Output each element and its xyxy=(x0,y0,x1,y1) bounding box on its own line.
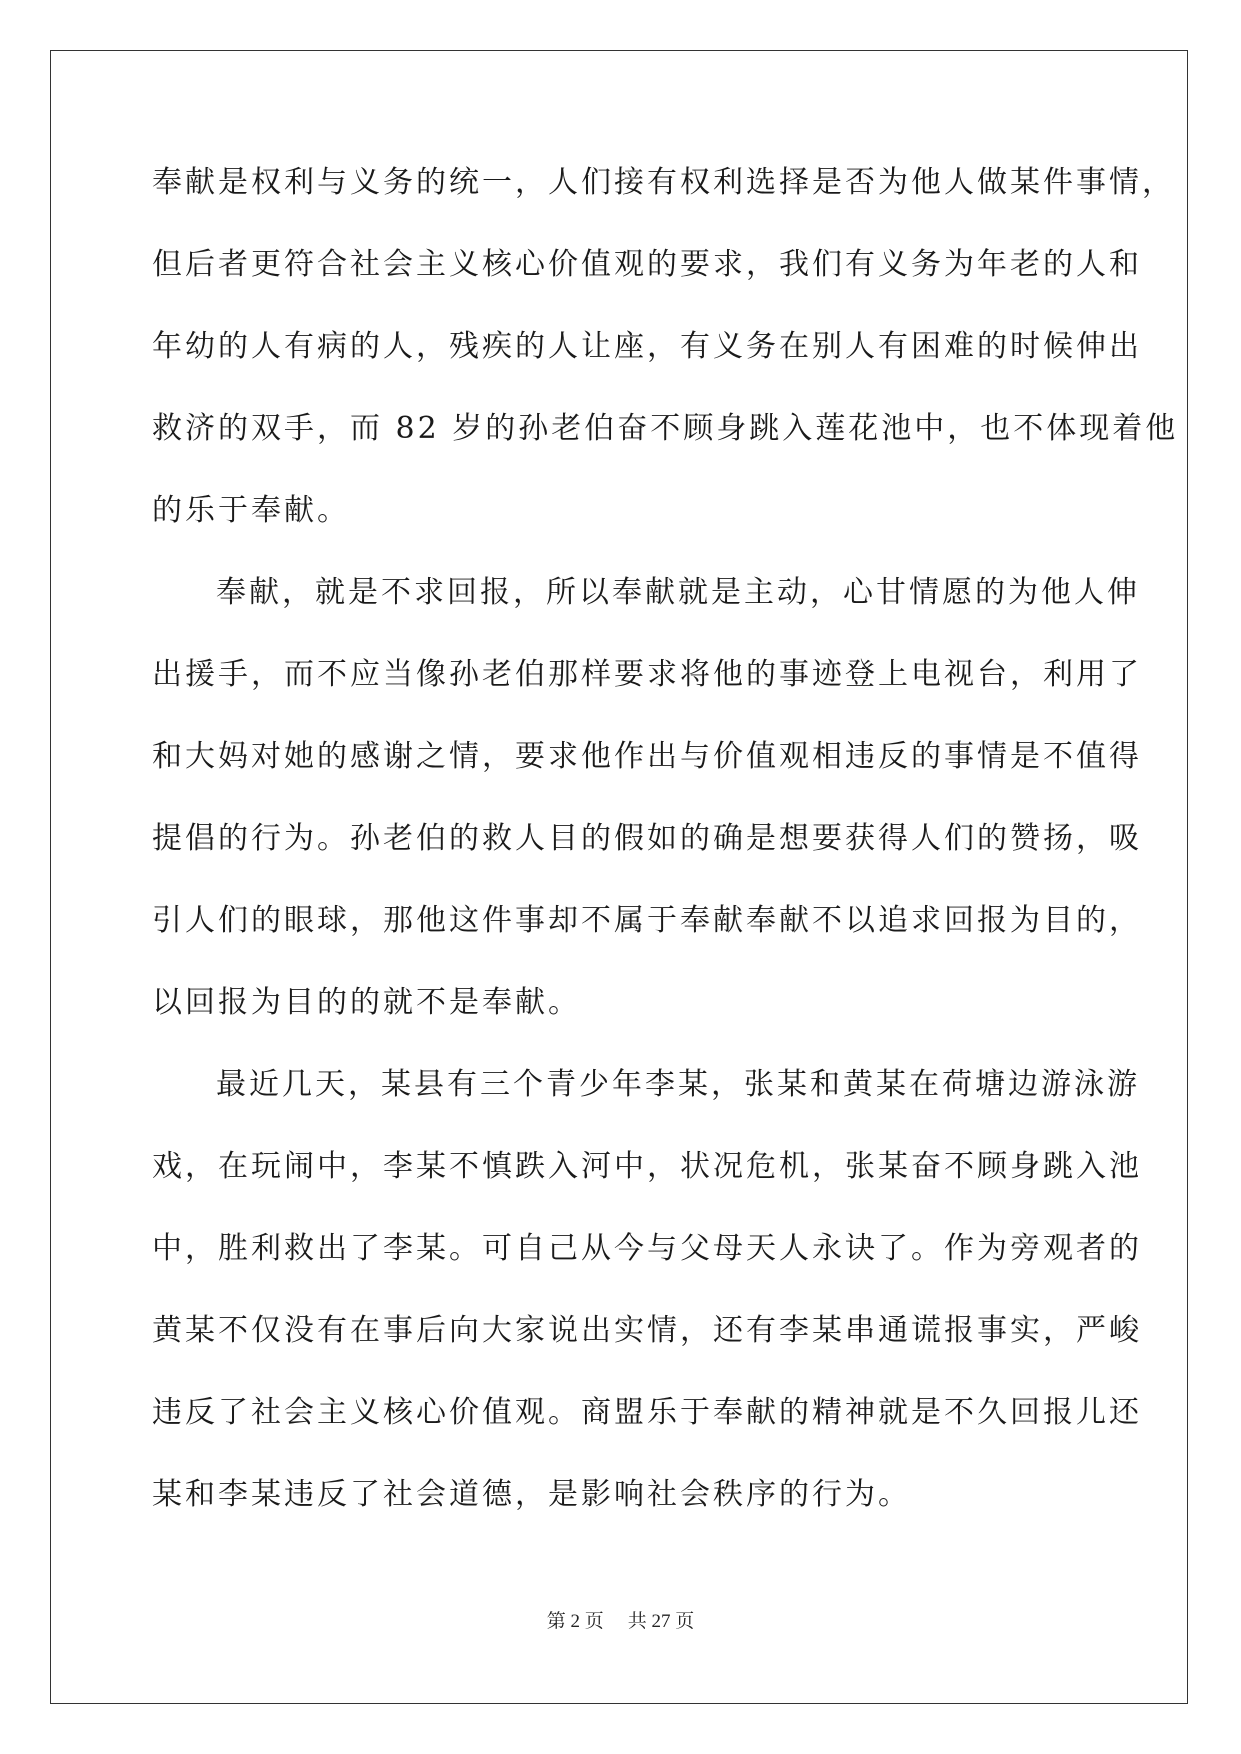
page-number: 第 2 页 xyxy=(546,1611,604,1632)
paragraph-2-line-3: 和大妈对她的感谢之情，要求他作出与价值观相违反的事情是不值得 xyxy=(152,739,1142,774)
paragraph-2-line-4: 提倡的行为。孙老伯的救人目的假如的确是想要获得人们的赞扬，吸 xyxy=(152,821,1142,856)
paragraph-3-line-3: 中，胜利救出了李某。可自己从今与父母天人永诀了。作为旁观者的 xyxy=(152,1231,1142,1266)
paragraph-3-line-1: 最近几天，某县有三个青少年李某，张某和黄某在荷塘边游泳游 xyxy=(216,1067,1140,1102)
paragraph-2-line-5: 引人们的眼球，那他这件事却不属于奉献奉献不以追求回报为目的， xyxy=(152,903,1142,938)
paragraph-1-line-4: 救济的双手，而 82 岁的孙老伯奋不顾身跳入莲花池中，也不体现着他 xyxy=(152,411,1179,446)
paragraph-2-line-2: 出援手，而不应当像孙老伯那样要求将他的事迹登上电视台，利用了 xyxy=(152,657,1142,692)
paragraph-3-line-2: 戏，在玩闹中，李某不慎跌入河中，状况危机，张某奋不顾身跳入池 xyxy=(152,1149,1142,1184)
page-total: 共 27 页 xyxy=(627,1611,695,1632)
paragraph-1-line-3: 年幼的人有病的人，残疾的人让座，有义务在别人有困难的时候伸出 xyxy=(152,329,1142,364)
paragraph-1-line-2: 但后者更符合社会主义核心价值观的要求，我们有义务为年老的人和 xyxy=(152,247,1142,282)
paragraph-3-line-4: 黄某不仅没有在事后向大家说出实情，还有李某串通谎报事实，严峻 xyxy=(152,1313,1142,1348)
paragraph-3-line-5: 违反了社会主义核心价值观。商盟乐于奉献的精神就是不久回报儿还 xyxy=(152,1395,1142,1430)
paragraph-1-line-5: 的乐于奉献。 xyxy=(152,493,350,528)
paragraph-2-line-6: 以回报为目的的就不是奉献。 xyxy=(152,985,581,1020)
page-footer xyxy=(0,1606,1241,1633)
paragraph-3-line-6: 某和李某违反了社会道德，是影响社会秩序的行为。 xyxy=(152,1477,911,1512)
paragraph-2-line-1: 奉献，就是不求回报，所以奉献就是主动，心甘情愿的为他人伸 xyxy=(216,575,1140,610)
document-body xyxy=(152,162,1179,1556)
paragraph-1-line-1: 奉献是权利与义务的统一，人们接有权利选择是否为他人做某件事情， xyxy=(152,165,1175,200)
